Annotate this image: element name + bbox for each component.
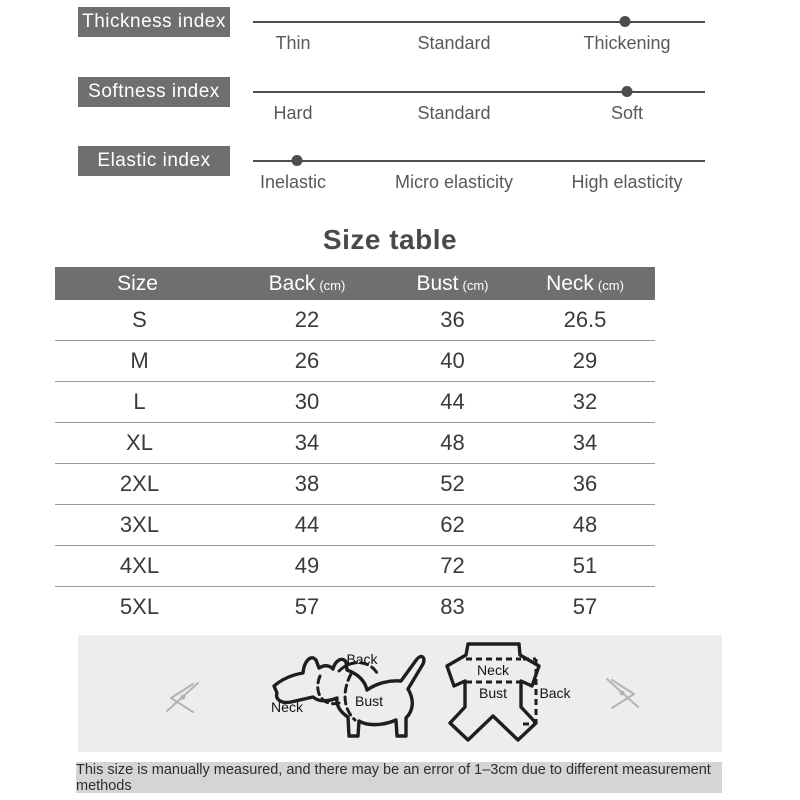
- index-level-label: Inelastic: [259, 172, 327, 192]
- index-level-label: High elasticity: [571, 172, 683, 192]
- garment-back-label: Back: [539, 685, 571, 701]
- size-table-header: [55, 267, 655, 300]
- column-header-size: Size: [117, 271, 158, 295]
- dog-bust-label: Bust: [354, 693, 384, 709]
- index-level-label: Soft: [610, 103, 644, 123]
- column-header-back: Back (cm): [268, 271, 346, 295]
- cell-bust: 52: [440, 471, 465, 496]
- column-header-neck: Neck (cm): [546, 271, 624, 295]
- index-level-dot: [291, 155, 302, 166]
- index-level-dot: [621, 86, 632, 97]
- arrow-dot: [181, 695, 186, 700]
- cell-neck: 51: [572, 553, 598, 578]
- dog-outline: [274, 657, 424, 736]
- index-level-label: Hard: [273, 103, 313, 123]
- cell-back: 22: [294, 307, 320, 332]
- garment-neck-label: Neck: [477, 662, 509, 678]
- elastic-index-row: [0, 146, 800, 204]
- index-level-label: Thin: [275, 33, 311, 53]
- index-label-badge: Elastic index: [78, 146, 230, 176]
- cell-bust: 44: [440, 389, 465, 414]
- cell-neck: 32: [572, 389, 598, 414]
- softness-index-row: [0, 77, 800, 135]
- cell-bust: 48: [440, 430, 465, 455]
- size-table: [55, 267, 655, 627]
- index-scale-line: [253, 160, 705, 162]
- dog-bust-measure-line: [345, 674, 355, 720]
- cell-neck: 26.5: [563, 307, 607, 332]
- table-row: [55, 587, 655, 627]
- arrow-dot: [620, 691, 625, 696]
- cell-size: S: [132, 307, 147, 332]
- cell-back: 38: [294, 471, 320, 496]
- table-row: [55, 382, 655, 423]
- cell-neck: 29: [572, 348, 598, 373]
- table-row: [55, 546, 655, 587]
- index-level-label: Thickening: [583, 33, 671, 53]
- cell-bust: 36: [440, 307, 465, 332]
- column-header-bust: Bust (cm): [416, 271, 489, 295]
- cell-back: 44: [294, 512, 320, 537]
- cell-bust: 72: [440, 553, 465, 578]
- index-label-badge: Thickness index: [78, 7, 230, 37]
- table-row: [55, 300, 655, 341]
- measurement-diagram-panel: [78, 635, 722, 752]
- cell-neck: 36: [572, 471, 598, 496]
- index-scale-line: [253, 91, 705, 93]
- dog-back-label: Back: [346, 651, 378, 667]
- cell-neck: 57: [572, 594, 598, 619]
- index-scale-line: [253, 21, 705, 23]
- cell-size: 4XL: [119, 553, 160, 578]
- cell-back: 30: [294, 389, 320, 414]
- cell-back: 57: [294, 594, 320, 619]
- table-row: [55, 464, 655, 505]
- cell-size: 5XL: [119, 594, 160, 619]
- cell-back: 26: [294, 348, 320, 373]
- table-row: [55, 423, 655, 464]
- cell-bust: 40: [440, 348, 465, 373]
- index-level-label: Standard: [417, 103, 491, 123]
- table-row: [55, 341, 655, 382]
- index-level-label: Micro elasticity: [394, 172, 514, 192]
- index-label-badge: Softness index: [78, 77, 230, 107]
- table-row: [55, 505, 655, 546]
- cell-size: 3XL: [119, 512, 160, 537]
- cell-neck: 48: [572, 512, 598, 537]
- disclaimer-note: This size is manually measured, and there may be an error of 1–3cm due to different measurement methods: [76, 762, 722, 793]
- index-level-dot: [619, 16, 630, 27]
- cell-size: 2XL: [119, 471, 160, 496]
- dog-neck-label: Neck: [271, 699, 303, 715]
- thickness-index-row: [0, 7, 800, 65]
- cell-size: XL: [126, 430, 153, 455]
- index-level-label: Standard: [417, 33, 491, 53]
- garment-measurement-diagram: [426, 640, 576, 745]
- garment-bust-label: Bust: [478, 685, 508, 701]
- cell-back: 49: [294, 553, 320, 578]
- prev-arrow-icon[interactable]: [165, 680, 199, 714]
- size-table-title: Size table: [322, 224, 458, 255]
- cell-neck: 34: [572, 430, 598, 455]
- dog-measurement-diagram: [263, 649, 428, 744]
- cell-back: 34: [294, 430, 320, 455]
- cell-size: M: [130, 348, 149, 373]
- cell-bust: 83: [440, 594, 465, 619]
- next-arrow-icon[interactable]: [606, 676, 640, 710]
- cell-bust: 62: [440, 512, 465, 537]
- cell-size: L: [133, 389, 146, 414]
